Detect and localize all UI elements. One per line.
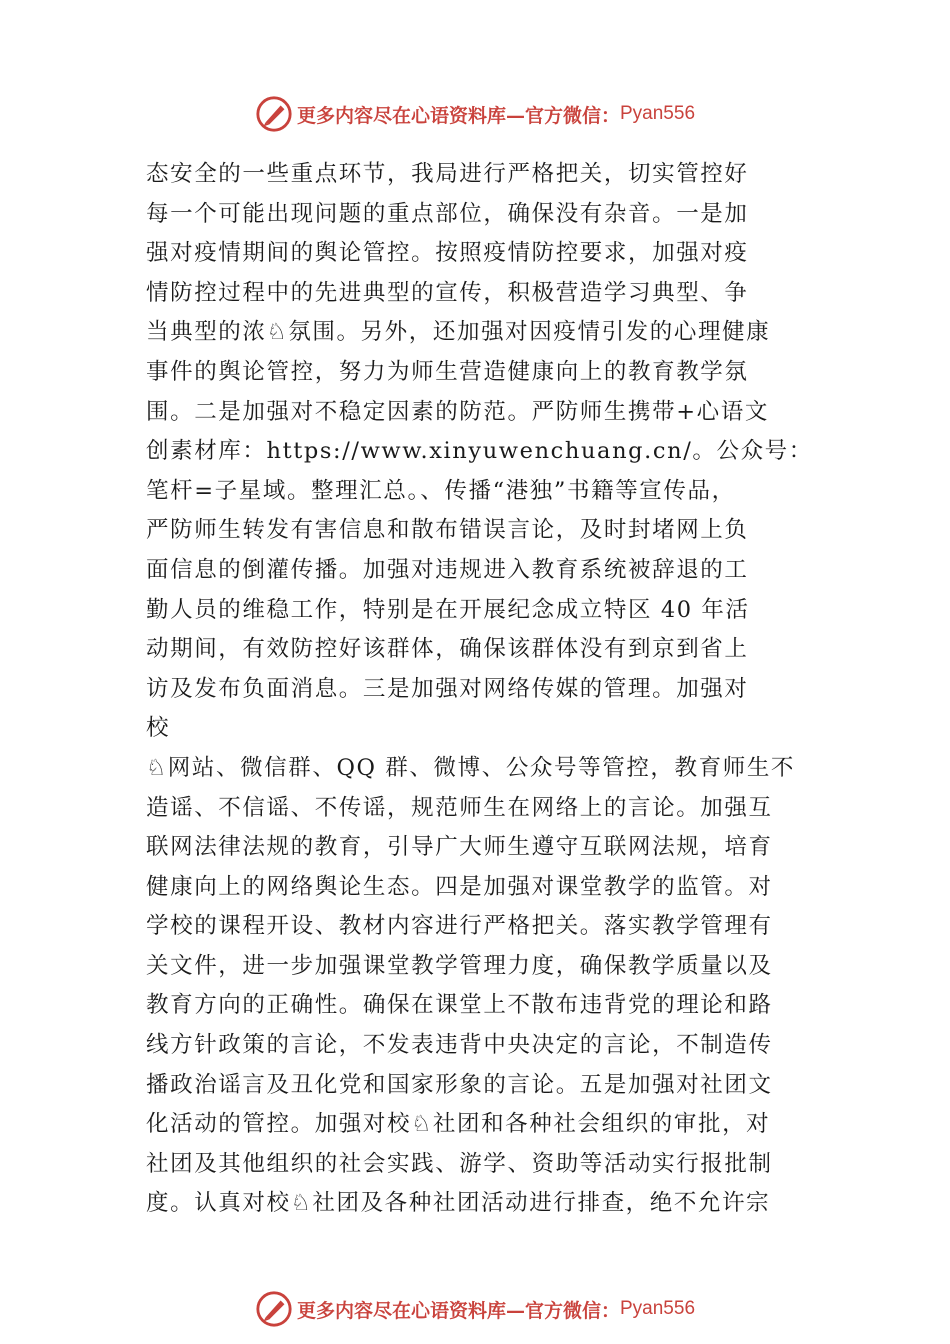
text-line: 严防师生转发有害信息和散布错误言论，及时封堵网上负	[146, 517, 749, 544]
text-line: 事件的舆论管控，努力为师生营造健康向上的教育教学氛	[146, 358, 749, 385]
text-line: 化活动的管控。加强对校♘社团和各种社会组织的审批，对	[146, 1111, 771, 1138]
header-banner-text: 更多内容尽在心语资料库—官方微信：	[296, 104, 620, 127]
text-line: 造谣、不信谣、不传谣，规范师生在网络上的言论。加强互	[146, 794, 773, 821]
text-line: 动期间，有效防控好该群体，确保该群体没有到京到省上	[146, 636, 749, 663]
text-line: 强对疫情期间的舆论管控。按照疫情防控要求，加强对疫	[146, 240, 749, 267]
text-line: 笔杆=子星域。整理汇总。、传播“港独”书籍等宣传品，	[146, 477, 736, 504]
text-line: 度。认真对校♘社团及各种社团活动进行排查，绝不允许宗	[146, 1190, 771, 1217]
text-line: 面信息的倒灌传播。加强对违规进入教育系统被辞退的工	[146, 556, 749, 583]
header-wechat-account: Pyan556	[620, 103, 696, 124]
text-line: 每一个可能出现问题的重点部位，确保没有杂音。一是加	[146, 200, 749, 227]
text-line: 态安全的一些重点环节，我局进行严格把关，切实管控好	[146, 161, 749, 187]
text-line: 访及发布负面消息。三是加强对网络传媒的管理。加强对	[146, 675, 749, 702]
text-line: 勤人员的维稳工作，特别是在开展纪念成立特区 40 年活	[146, 596, 750, 623]
text-line: 校	[146, 715, 171, 742]
text-line: 社团及其他组织的社会实践、游学、资助等活动实行报批制	[146, 1150, 773, 1177]
text-line: 健康向上的网络舆论生态。四是加强对课堂教学的监管。对	[146, 873, 773, 900]
document-body	[146, 155, 811, 1224]
text-line: 围。二是加强对不稳定因素的防范。严防师生携带+心语文	[146, 398, 769, 425]
text-line: 关文件，进一步加强课堂教学管理力度，确保教学质量以及	[146, 952, 773, 979]
footer-banner-text: 更多内容尽在心语资料库—官方微信：	[296, 1299, 620, 1322]
text-line: 学校的课程开设、教材内容进行严格把关。落实教学管理有	[146, 913, 773, 940]
text-line: 联网法律法规的教育，引导广大师生遵守互联网法规，培育	[146, 834, 773, 861]
pen-logo-icon	[255, 95, 293, 133]
text-line: ♘网站、微信群、QQ 群、微博、公众号等管控，教育师生不	[146, 754, 796, 781]
text-line: 情防控过程中的先进典型的宣传，积极营造学习典型、争	[146, 279, 749, 306]
text-line: 教育方向的正确性。确保在课堂上不散布违背党的理论和路	[146, 992, 773, 1019]
footer-wechat-account: Pyan556	[620, 1298, 696, 1319]
footer-banner	[0, 1287, 950, 1331]
text-line: 创素材库：https://www.xinyuwenchuang.cn/。公众号：	[146, 438, 813, 465]
header-banner	[0, 92, 950, 136]
text-line: 线方针政策的言论，不发表违背中央决定的言论，不制造传	[146, 1032, 773, 1059]
text-line: 当典型的浓♘氛围。另外，还加强对因疫情引发的心理健康	[146, 319, 771, 346]
pen-logo-icon	[255, 1290, 293, 1328]
text-line: 播政治谣言及丑化党和国家形象的言论。五是加强对社团文	[146, 1071, 773, 1098]
